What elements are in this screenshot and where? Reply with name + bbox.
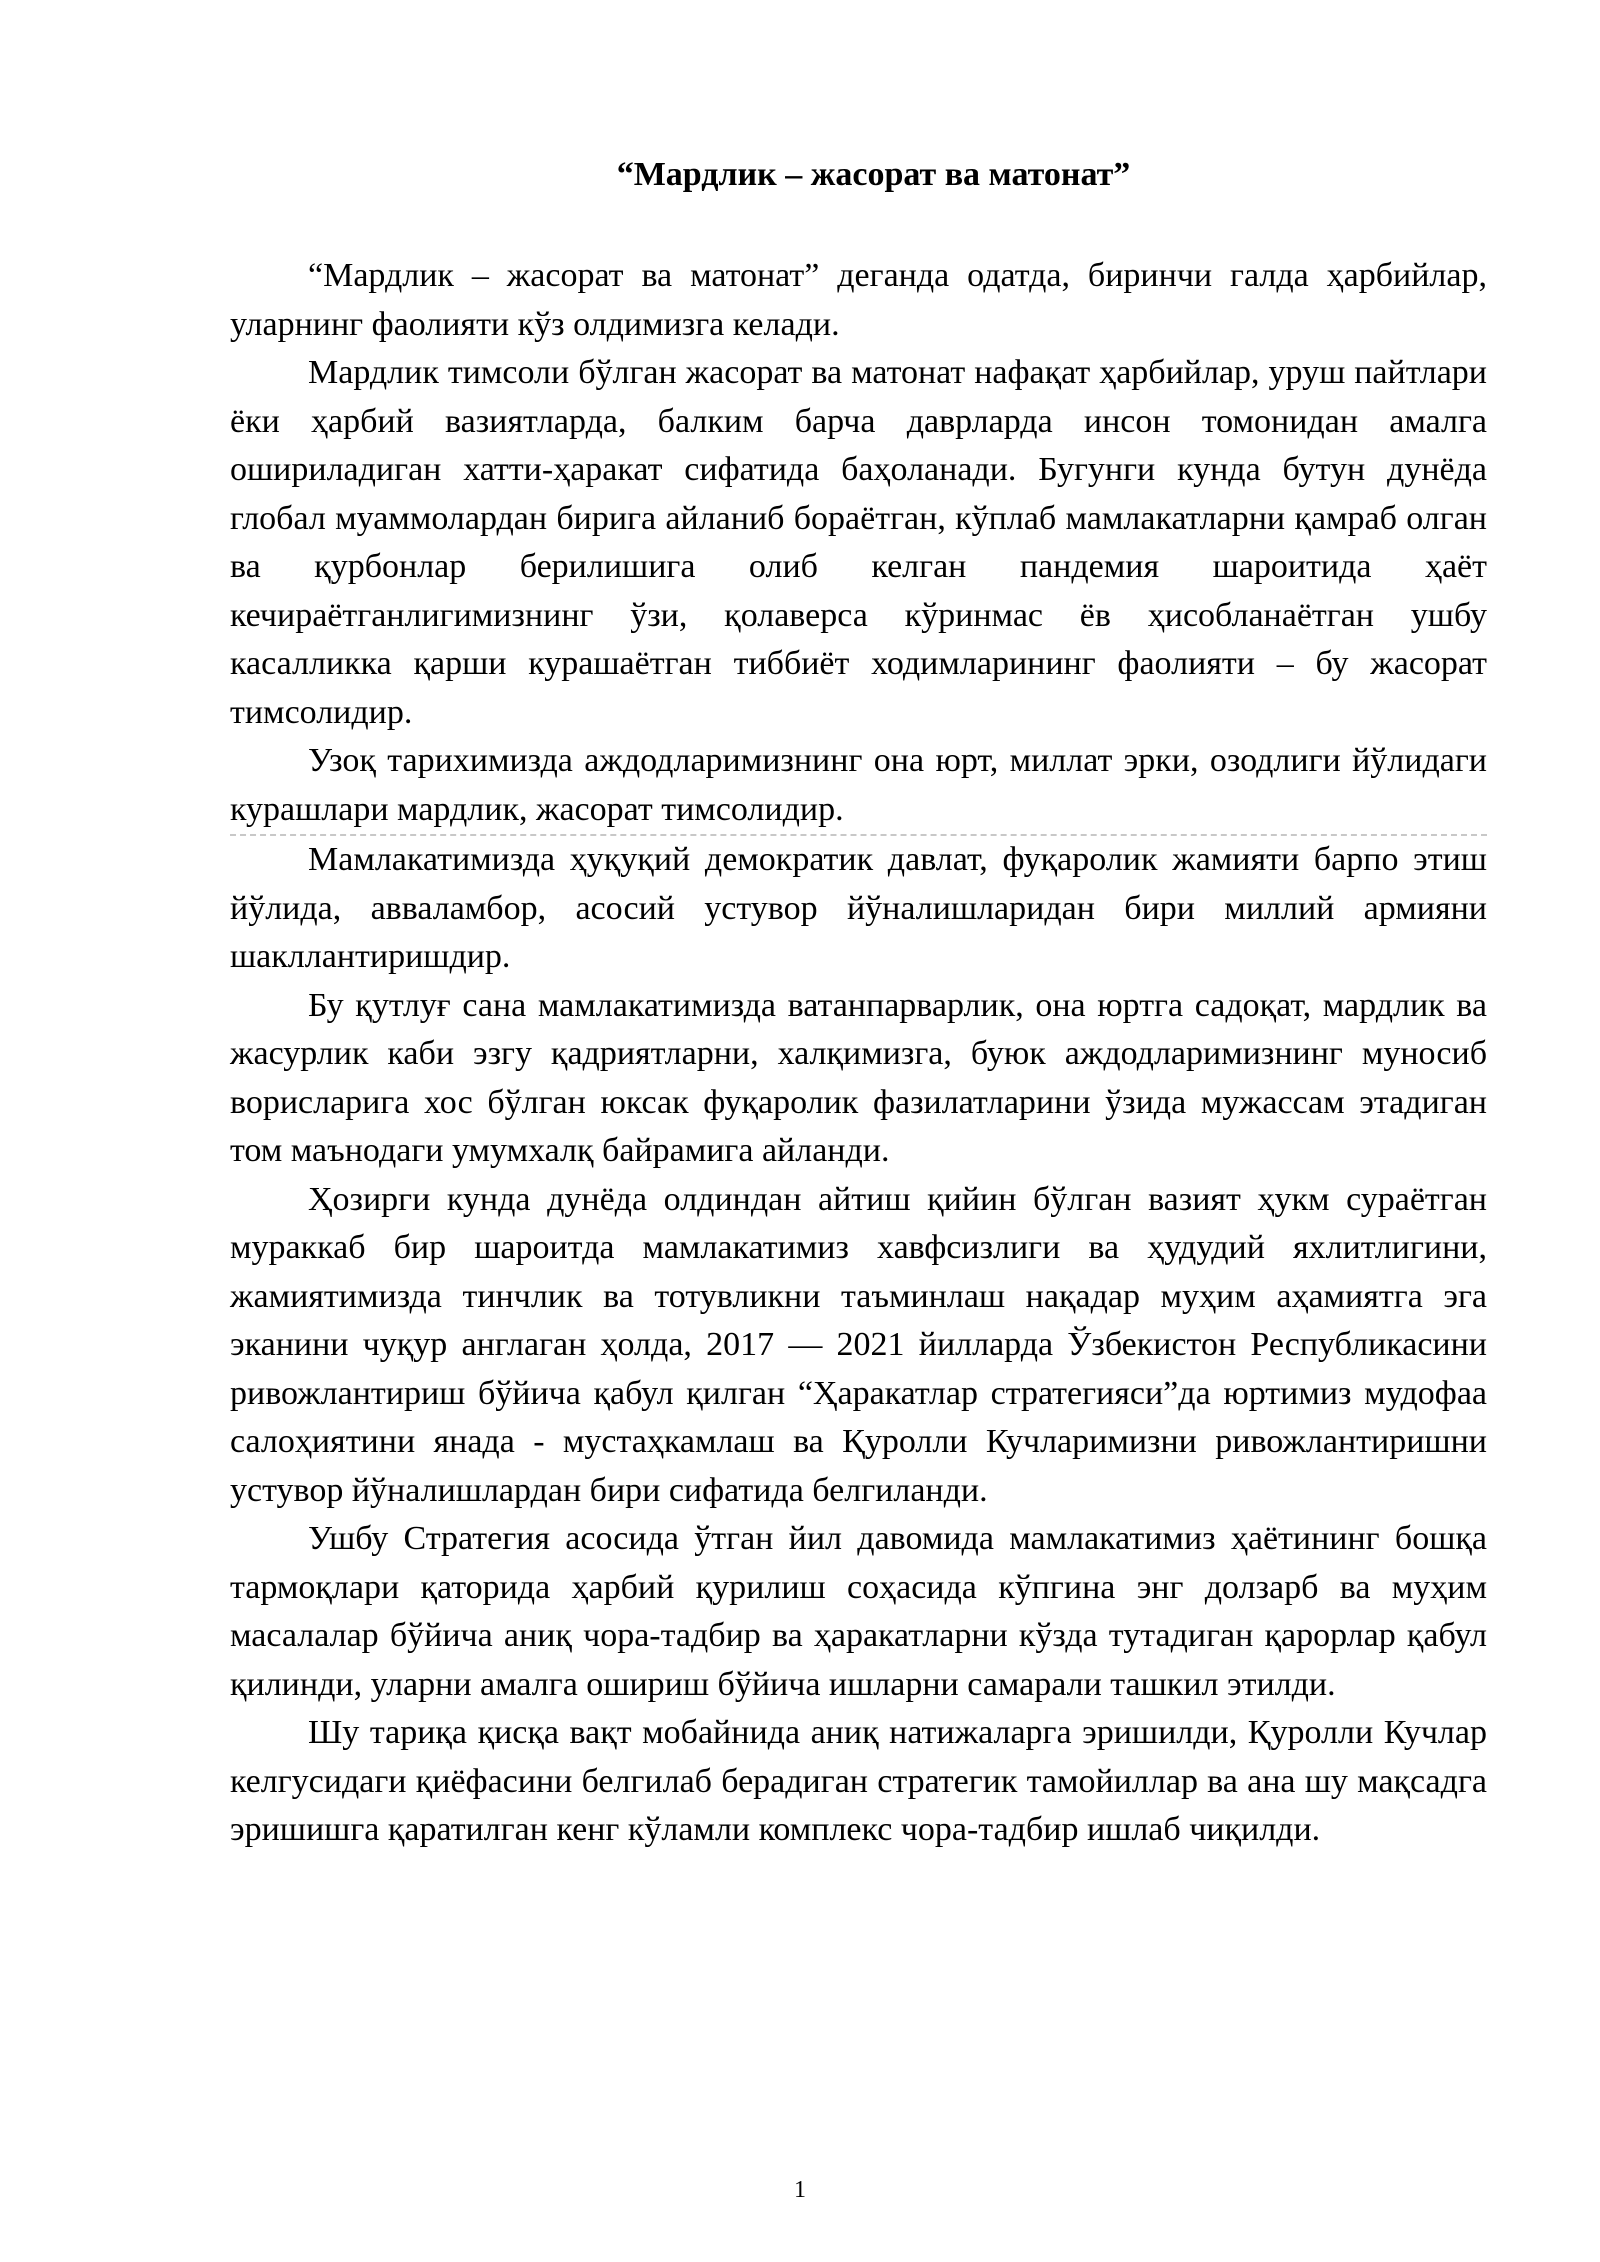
paragraph: Бу қутлуғ сана мамлакатимизда ватанпарварлик, она юртга садоқат, мардлик ва жасурлик каби эзгу қадриятларни, халқимизга, буюк аждодларимизнинг муносиб ворисларига хос бўлган юксак фуқаролик фазилатларини ўзида мужассам этадиган том маънодаги умумхалқ байрамига айланди. bbox=[230, 986, 1487, 1169]
paragraph: Шу тариқа қисқа вақт мобайнида аниқ натижаларга эришилди, Қуролли Кучлар келгусидаги қиёфасини белгилаб берадиган стратегик тамойиллар ва ана шу мақсадга эришишга қаратилган кенг кўламли комплекс чора-тадбир ишлаб чиқилди. bbox=[230, 1714, 1487, 1848]
paragraph: “Мардлик – жасорат ва матонат” деганда одатда, биринчи галда ҳарбийлар, уларнинг фаолияти кўз олдимизга келади. bbox=[230, 257, 1487, 343]
paragraph: Узоқ тарихимизда аждодларимизнинг она юрт, миллат эрки, озодлиги йўлидаги курашлари мардлик, жасорат тимсолидир. bbox=[230, 742, 1487, 828]
paragraph: Мардлик тимсоли бўлган жасорат ва матонат нафақат ҳарбийлар, уруш пайтлари ёки ҳарбий вазиятларда, балким барча даврларда инсон томонидан амалга ошириладиган хатти-ҳаракат сифатида баҳоланади. Бугунги кунда бутун дунёда глобал муаммолардан бирига айланиб бораётган, кўплаб мамлакатларни қамраб олган ва қурбонлар берилишига олиб келган пандемия шароитида ҳаёт кечираётганлигимизнинг ўзи, қолаверса кўринмас ёв ҳисобланаётган ушбу касалликка қарши курашаётган тиббиёт ходимларининг фаолияти – бу жасорат тимсолидир. bbox=[230, 354, 1487, 731]
paragraph: Ҳозирги кунда дунёда олдиндан айтиш қийин бўлган вазият ҳукм сураётган мураккаб бир шароитда мамлакатимиз хавфсизлиги ва ҳудудий яхлитлигини, жамиятимизда тинчлик ва тотувликни таъминлаш нақадар муҳим аҳамиятга эга эканини чуқур англаган ҳолда, 2017 — 2021 йилларда Ўзбекистон Республикасини ривожлантириш бўйича қабул қилган “Ҳаракатлар стратегияси”да юртимиз мудофаа салоҳиятини янада - мустаҳкамлаш ва Қуролли Кучларимизни ривожлантиришни устувор йўналишлардан бири сифатида белгиланди. bbox=[230, 1180, 1487, 1509]
paragraph: Мамлакатимизда ҳуқуқий демократик давлат, фуқаролик жамияти барпо этиш йўлида, авваламбор, асосий устувор йўналишларидан бири миллий армияни шакллантиришдир. bbox=[230, 841, 1487, 975]
paragraph: Ушбу Стратегия асосида ўтган йил давомида мамлакатимиз ҳаётининг бошқа тармоқлари қаторида ҳарбий қурилиш соҳасида кўпгина энг долзарб ва муҳим масалалар бўйича аниқ чора-тадбир ва ҳаракатларни кўзда тутадиган қарорлар қабул қилинди, уларни амалга ошириш бўйича ишларни самарали ташкил этилди. bbox=[230, 1520, 1487, 1703]
document-body bbox=[230, 252, 1487, 1855]
page-number: 1 bbox=[794, 2177, 806, 2203]
document-title: “Мардлик – жасорат ва матонат” bbox=[616, 156, 1131, 193]
